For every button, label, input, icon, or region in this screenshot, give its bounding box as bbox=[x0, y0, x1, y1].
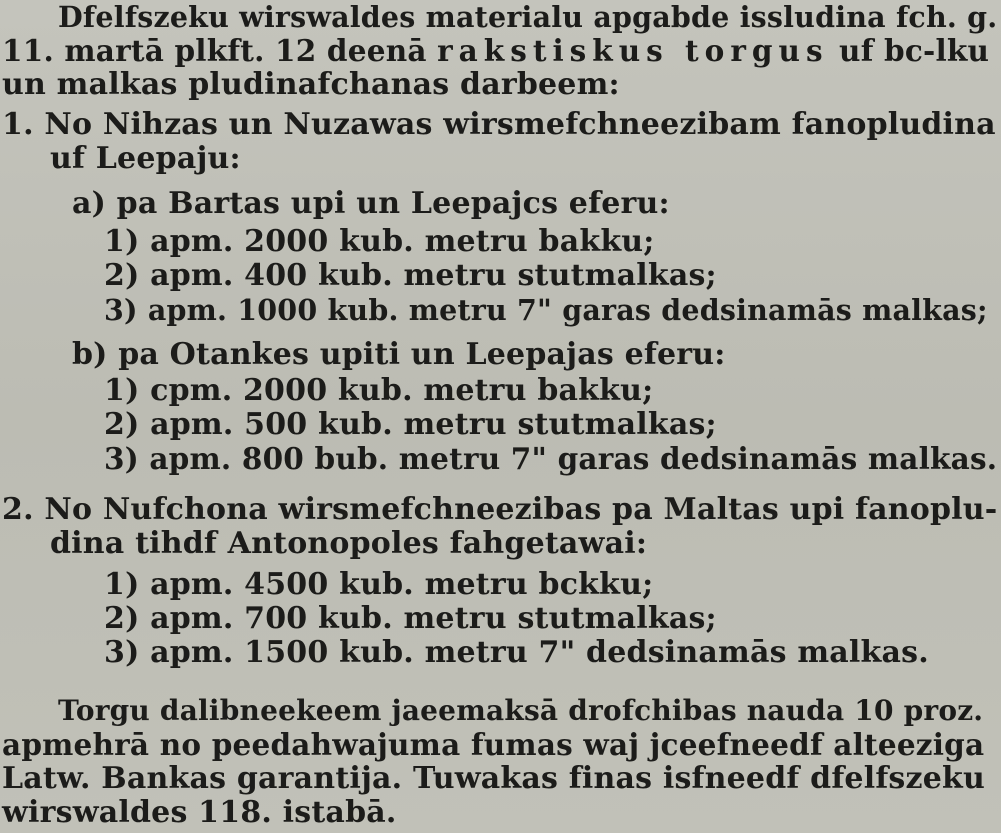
section-2-heading-line-2: dina tihdf Antonopoles fahgetawai: bbox=[50, 526, 648, 561]
closing-line-2: apmehrā no peedahwajuma fumas waj jceefneedf alteeziga bbox=[2, 727, 985, 762]
intro-line-3: un malkas pludinafchanas darbeem: bbox=[2, 67, 620, 102]
intro-line-2-pre: 11. martā plkft. 12 deenā bbox=[2, 33, 438, 68]
intro-line-1: Dfelfszeku wirswaldes materialu apgabde issludina fch. g. bbox=[58, 0, 998, 34]
subsection-a-item-3: 3) apm. 1000 kub. metru 7" garas dedsinamās malkas; bbox=[104, 293, 988, 327]
subsection-b-item-2: 2) apm. 500 kub. metru stutmalkas; bbox=[104, 407, 717, 442]
section-2-item-2: 2) apm. 700 kub. metru stutmalkas; bbox=[104, 601, 717, 636]
closing-line-1: Torgu dalibneekeem jaeemaksā drofchibas nauda 10 proz. bbox=[58, 694, 984, 727]
emphasized-phrase: rakstiskus torgus bbox=[437, 33, 829, 68]
section-1-heading-line-2: uf Leepaju: bbox=[50, 141, 241, 176]
intro-line-2-post: uf bc-lku bbox=[828, 33, 990, 68]
intro-line-2 bbox=[2, 34, 989, 68]
subsection-a-heading: a) pa Bartas upi un Leepajcs eferu: bbox=[72, 186, 670, 221]
closing-line-3: Latw. Bankas garantija. Tuwakas finas isfneedf dfelfszeku bbox=[2, 761, 986, 796]
section-2-item-3: 3) apm. 1500 kub. metru 7" dedsinamās malkas. bbox=[104, 635, 929, 670]
section-1-heading-line-1: 1. No Nihzas un Nuzawas wirsmefchneezibam fanopludina bbox=[2, 107, 996, 142]
subsection-b-heading: b) pa Otankes upiti un Leepajas eferu: bbox=[72, 337, 726, 372]
section-2-item-1: 1) apm. 4500 kub. metru bckku; bbox=[104, 567, 654, 602]
subsection-a-item-2: 2) apm. 400 kub. metru stutmalkas; bbox=[104, 258, 717, 293]
section-2-heading-line-1: 2. No Nufchona wirsmefchneezibas pa Maltas upi fanoplu- bbox=[2, 492, 998, 527]
subsection-b-item-1: 1) cpm. 2000 kub. metru bakku; bbox=[104, 373, 654, 408]
closing-line-4: wirswaldes 118. istabā. bbox=[2, 795, 397, 830]
subsection-b-item-3: 3) apm. 800 bub. metru 7" garas dedsinamās malkas. bbox=[104, 441, 998, 476]
subsection-a-item-1: 1) apm. 2000 kub. metru bakku; bbox=[104, 224, 655, 259]
